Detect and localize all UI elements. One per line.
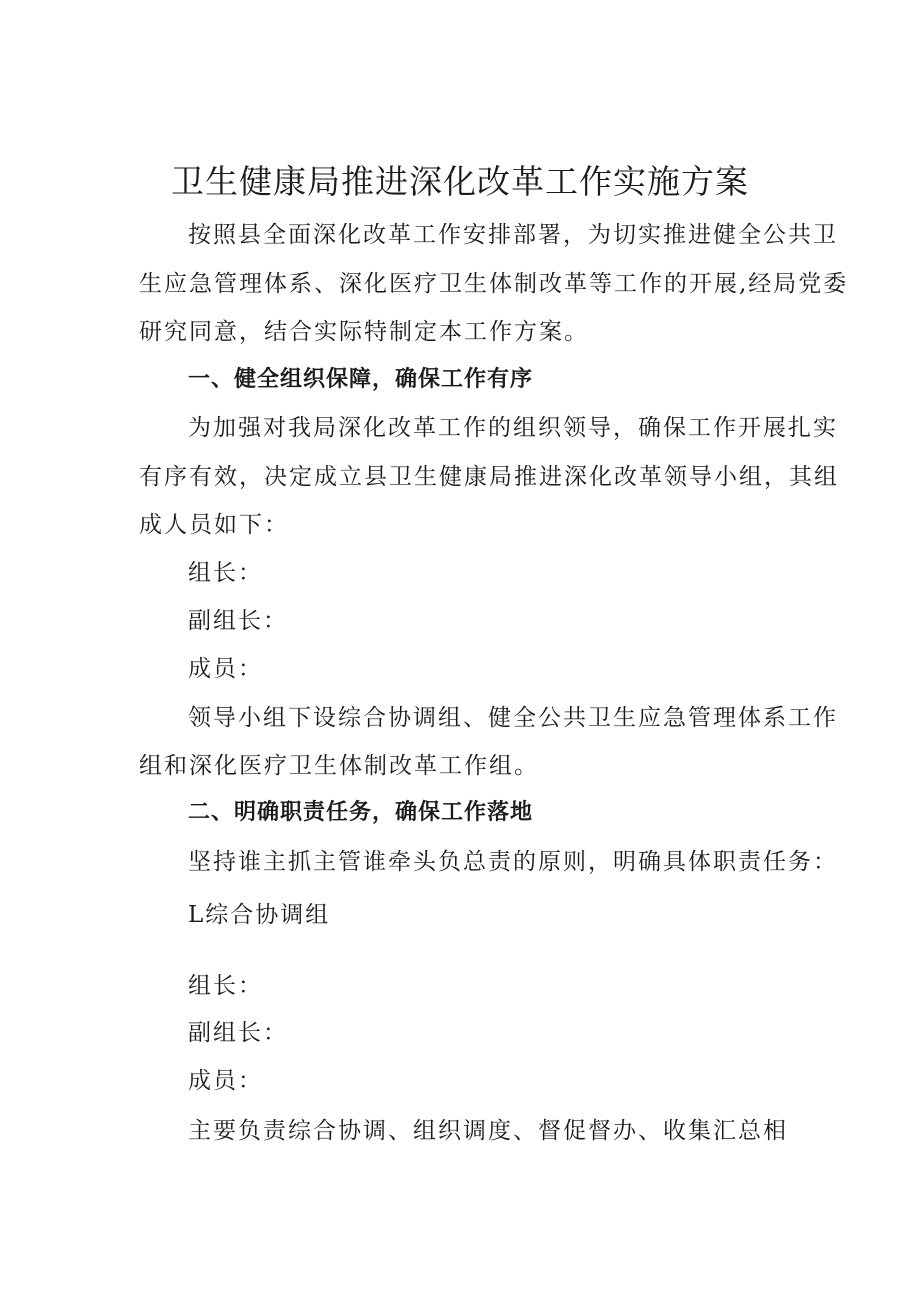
section-1-para-line-2: 有序有效，决定成立县卫生健康局推进深化改革领导小组，其组 [139, 464, 839, 490]
section-2-members: 成员： [188, 1068, 263, 1094]
section-2-deputy: 副组长： [188, 1020, 288, 1046]
intro-line-1: 按照县全面深化改革工作安排部署，为切实推进健全公共卫 [188, 222, 838, 248]
section-1-deputy: 副组长： [188, 608, 288, 634]
section-1-leader: 组长： [188, 560, 263, 586]
section-1-heading: 一、健全组织保障，确保工作有序 [188, 367, 534, 392]
section-2-subheading: L综合协调组 [188, 902, 331, 928]
section-2-leader: 组长： [188, 973, 263, 999]
section-2-duty: 主要负责综合协调、组织调度、督促督办、收集汇总相 [188, 1118, 788, 1144]
section-1-para-line-1: 为加强对我局深化改革工作的组织领导，确保工作开展扎实 [188, 415, 838, 441]
section-1-groups-line-2: 组和深化医疗卫生体制改革工作组。 [139, 753, 539, 779]
intro-line-2: 生应急管理体系、深化医疗卫生体制改革等工作的开展,经局党委 [139, 271, 849, 297]
section-2-heading: 二、明确职责任务，确保工作落地 [188, 800, 534, 825]
intro-line-3: 研究同意，结合实际特制定本工作方案。 [139, 319, 589, 345]
section-1-members: 成员： [188, 656, 263, 682]
section-2-principle: 坚持谁主抓主管谁牵头负总责的原则，明确具体职责任务： [188, 849, 838, 875]
document-title: 卫生健康局推进深化改革工作实施方案 [171, 162, 749, 202]
section-1-groups-line-1: 领导小组下设综合协调组、健全公共卫生应急管理体系工作 [188, 705, 838, 731]
section-1-para-line-3: 成人员如下： [139, 512, 289, 538]
